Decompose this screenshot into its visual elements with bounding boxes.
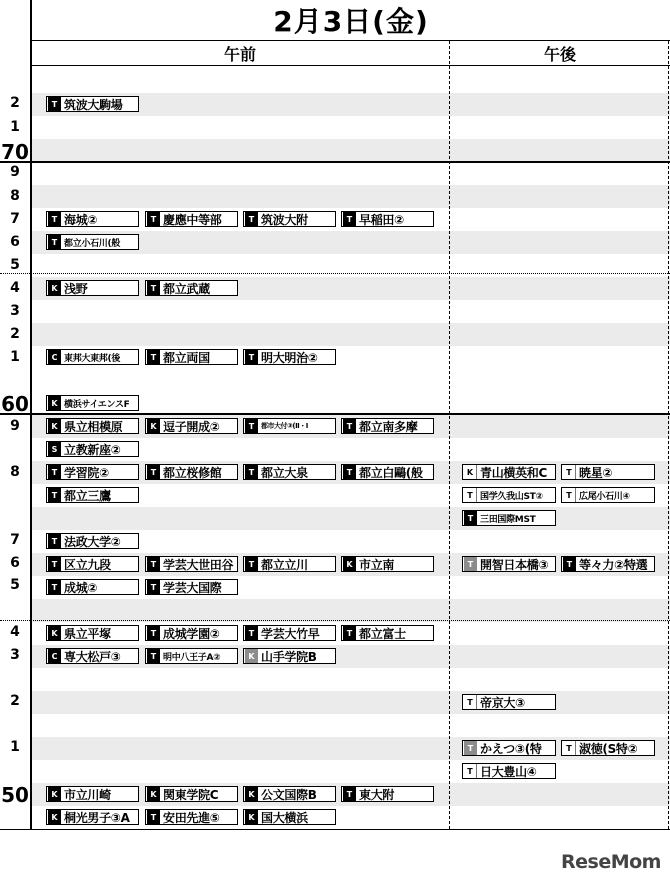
prefecture-badge: T [147, 465, 160, 479]
prefecture-badge: T [464, 764, 477, 778]
school-chip[interactable] [243, 625, 336, 641]
school-name: 青山横英和C [480, 465, 548, 480]
school-chip[interactable] [145, 280, 238, 296]
prefecture-badge: T [245, 465, 258, 479]
school-name: 関東学院C [163, 787, 219, 802]
prefecture-badge: T [343, 465, 356, 479]
prefecture-badge: T [563, 465, 576, 479]
prefecture-badge: T [464, 511, 477, 525]
school-name: 区立九段 [64, 557, 111, 572]
school-chip[interactable] [462, 556, 556, 572]
deviation-label: 9 [10, 418, 20, 434]
school-name: 広尾小石川④ [579, 491, 630, 502]
prefecture-badge: C [48, 350, 61, 364]
school-chip[interactable] [341, 556, 434, 572]
prefecture-badge: K [48, 787, 61, 801]
school-name: 都立小石川(般 [64, 238, 121, 249]
prefecture-badge: T [464, 695, 477, 709]
school-chip[interactable] [46, 96, 139, 112]
prefecture-badge: K [245, 810, 258, 824]
header-am [30, 41, 450, 65]
school-name: 明大明治② [261, 350, 318, 365]
school-chip[interactable] [462, 763, 556, 779]
prefecture-badge: T [245, 557, 258, 571]
school-name: 東大附 [359, 787, 395, 802]
deviation-label: 50 [1, 783, 29, 807]
deviation-label: 6 [10, 234, 20, 250]
school-chip[interactable] [243, 211, 336, 227]
deviation-label: 70 [1, 140, 29, 164]
prefecture-badge: T [245, 350, 258, 364]
school-name: 早稲田② [359, 212, 404, 227]
school-name: 国大横浜 [261, 810, 308, 825]
school-chip[interactable] [46, 556, 139, 572]
tier-separator [0, 413, 670, 415]
school-chip[interactable] [145, 349, 238, 365]
school-chip[interactable] [46, 625, 139, 641]
school-name: 慶應中等部 [163, 212, 222, 227]
prefecture-badge: K [48, 626, 61, 640]
school-name: 都立白鷗(般 [359, 465, 423, 480]
school-name: 法政大学② [64, 534, 121, 549]
school-name: 専大松戸③ [64, 649, 121, 664]
header-pm-label: 午後 [543, 44, 576, 64]
prefecture-badge: T [147, 580, 160, 594]
prefecture-badge: K [147, 419, 160, 433]
deviation-label: 4 [10, 624, 20, 640]
row-band [30, 185, 670, 208]
school-name: 安田先進⑤ [163, 810, 220, 825]
deviation-label: 1 [10, 349, 20, 365]
school-chip[interactable] [341, 211, 434, 227]
school-name: 学芸大竹早 [261, 626, 320, 641]
school-chip[interactable] [46, 464, 139, 480]
school-name: 山手学院B [261, 649, 317, 664]
prefecture-badge: T [147, 281, 160, 295]
school-name: かえつ③(特 [480, 741, 542, 756]
school-chip[interactable] [462, 694, 556, 710]
school-name: 県立平塚 [64, 626, 111, 641]
school-name: 明中八王子A② [163, 652, 221, 663]
prefecture-badge: S [48, 442, 61, 456]
prefecture-badge: T [48, 97, 61, 111]
school-name: 海城② [64, 212, 98, 227]
school-name: 日大豊山④ [480, 764, 537, 779]
right-border [668, 41, 669, 829]
school-chip[interactable] [145, 464, 238, 480]
prefecture-badge: T [245, 212, 258, 226]
school-name: 学芸大世田谷 [163, 557, 234, 572]
school-chip[interactable] [341, 464, 434, 480]
school-chip[interactable] [341, 786, 434, 802]
school-name: 浅野 [64, 281, 88, 296]
school-name: 開智日本橋③ [480, 557, 549, 572]
deviation-label: 5 [10, 257, 20, 273]
school-chip[interactable] [46, 487, 139, 503]
school-name: 都立富士 [359, 626, 406, 641]
deviation-label: 2 [10, 326, 20, 342]
prefecture-badge: K [245, 787, 258, 801]
school-name: 淑徳(S特② [579, 741, 638, 756]
deviation-label: 5 [10, 577, 20, 593]
school-chip[interactable] [145, 786, 238, 802]
row-band [30, 599, 670, 622]
prefecture-badge: T [147, 350, 160, 364]
title-box [30, 0, 670, 41]
row-band [30, 507, 670, 530]
school-chip[interactable] [462, 487, 556, 503]
prefecture-badge: T [48, 465, 61, 479]
school-chip[interactable] [145, 625, 238, 641]
prefecture-badge: T [464, 488, 477, 502]
resemom-watermark: ReseMom [561, 851, 661, 873]
prefecture-badge: C [48, 649, 61, 663]
prefecture-badge: T [343, 212, 356, 226]
prefecture-badge: T [147, 557, 160, 571]
school-chip[interactable] [243, 464, 336, 480]
school-chip[interactable] [341, 625, 434, 641]
school-chip[interactable] [46, 579, 139, 595]
tier-separator [0, 620, 670, 621]
prefecture-badge: T [48, 212, 61, 226]
school-chip[interactable] [561, 740, 655, 756]
page-title: 2月3日(金) [273, 5, 429, 38]
prefecture-badge: K [48, 419, 61, 433]
school-name: 都立武蔵 [163, 281, 210, 296]
school-chip[interactable] [46, 809, 139, 825]
school-chip[interactable] [145, 809, 238, 825]
prefecture-badge: T [464, 741, 477, 755]
school-name: 都立両国 [163, 350, 210, 365]
header-pm [450, 41, 670, 65]
school-name: 都立南多摩 [359, 419, 418, 434]
school-name: 逗子開成② [163, 419, 220, 434]
school-name: 都立大泉 [261, 465, 308, 480]
school-chip[interactable] [46, 395, 139, 411]
school-chip[interactable] [145, 556, 238, 572]
deviation-label: 1 [10, 119, 20, 135]
prefecture-badge: T [147, 649, 160, 663]
school-name: 東邦大東邦(後 [64, 353, 121, 364]
prefecture-badge: T [245, 626, 258, 640]
school-name: 市立南 [359, 557, 395, 572]
school-chip[interactable] [145, 648, 238, 664]
school-chip[interactable] [462, 510, 556, 526]
deviation-label: 7 [10, 211, 20, 227]
prefecture-badge: T [147, 810, 160, 824]
header-am-label: 午前 [223, 44, 256, 64]
ampm-divider [449, 41, 450, 829]
school-chip[interactable] [46, 349, 139, 365]
prefecture-badge: T [48, 235, 61, 249]
school-chip[interactable] [243, 786, 336, 802]
school-chip[interactable] [561, 487, 655, 503]
school-name: 都立立川 [261, 557, 308, 572]
school-chip[interactable] [46, 234, 139, 250]
school-chip[interactable] [243, 648, 336, 664]
school-chip[interactable] [46, 211, 139, 227]
tier-separator [0, 161, 670, 163]
school-chip[interactable] [561, 556, 655, 572]
row-band [30, 139, 670, 162]
school-name: 筑波大附 [261, 212, 308, 227]
school-name: 都立三鷹 [64, 488, 111, 503]
school-chip[interactable] [46, 418, 139, 434]
school-chip[interactable] [46, 280, 139, 296]
deviation-label: 60 [1, 392, 29, 416]
prefecture-badge: K [464, 465, 477, 479]
deviation-label: 3 [10, 303, 20, 319]
prefecture-badge: K [48, 810, 61, 824]
prefecture-badge: K [48, 396, 61, 410]
school-name: 国学久我山ST② [480, 491, 543, 502]
deviation-label: 4 [10, 280, 20, 296]
school-name: 筑波大駒場 [64, 97, 123, 112]
deviation-label: 2 [10, 693, 20, 709]
school-chip[interactable] [46, 533, 139, 549]
school-chip[interactable] [46, 648, 139, 664]
school-chip[interactable] [243, 349, 336, 365]
school-chip[interactable] [341, 418, 434, 434]
prefecture-badge: K [245, 649, 258, 663]
school-chip[interactable] [145, 211, 238, 227]
prefecture-badge: K [147, 787, 160, 801]
prefecture-badge: T [563, 557, 576, 571]
school-chip[interactable] [462, 740, 556, 756]
row-band [30, 323, 670, 346]
school-chip[interactable] [462, 464, 556, 480]
school-chip[interactable] [561, 464, 655, 480]
school-name: 三田国際MST [480, 514, 536, 525]
school-name: 等々力②特選 [579, 557, 648, 572]
prefecture-badge: T [343, 626, 356, 640]
school-name: 市立川崎 [64, 787, 111, 802]
school-name: 学芸大国際 [163, 580, 222, 595]
school-name: 桐光男子③A [64, 810, 130, 825]
prefecture-badge: K [343, 557, 356, 571]
prefecture-badge: T [245, 419, 258, 433]
prefecture-badge: T [563, 741, 576, 755]
school-chip[interactable] [145, 579, 238, 595]
deviation-label: 9 [10, 164, 20, 180]
school-name: 立教新座② [64, 442, 121, 457]
school-chip[interactable] [243, 418, 336, 434]
school-chip[interactable] [243, 556, 336, 572]
prefecture-badge: T [48, 488, 61, 502]
prefecture-badge: T [48, 534, 61, 548]
prefecture-badge: T [464, 557, 477, 571]
deviation-label: 8 [10, 188, 20, 204]
prefecture-badge: T [48, 557, 61, 571]
table-bottom-border [0, 829, 670, 830]
deviation-label: 1 [10, 739, 20, 755]
school-name: 暁星② [579, 465, 613, 480]
school-chip[interactable] [145, 418, 238, 434]
school-chip[interactable] [46, 441, 139, 457]
school-name: 成城② [64, 580, 98, 595]
school-name: 公文国際B [261, 787, 317, 802]
prefecture-badge: T [343, 787, 356, 801]
deviation-label: 7 [10, 532, 20, 548]
deviation-label: 6 [10, 555, 20, 571]
deviation-label: 8 [10, 464, 20, 480]
school-name: 成城学園② [163, 626, 220, 641]
prefecture-badge: T [48, 580, 61, 594]
prefecture-badge: T [147, 212, 160, 226]
school-chip[interactable] [243, 809, 336, 825]
prefecture-badge: T [343, 419, 356, 433]
school-name: 県立相模原 [64, 419, 123, 434]
school-name: 帝京大③ [480, 695, 525, 710]
deviation-label: 2 [10, 95, 20, 111]
school-name: 学習院② [64, 465, 109, 480]
school-name: 都市大付③(Ⅱ・Ⅰ [261, 422, 308, 430]
prefecture-badge: T [563, 488, 576, 502]
deviation-label: 3 [10, 647, 20, 663]
row-band [30, 691, 670, 714]
school-name: 横浜サイエンスF [64, 399, 130, 410]
header-bottom [30, 65, 670, 66]
prefecture-badge: T [147, 626, 160, 640]
prefecture-badge: K [48, 281, 61, 295]
tier-separator [0, 273, 670, 274]
school-chip[interactable] [46, 786, 139, 802]
school-name: 都立桜修館 [163, 465, 222, 480]
